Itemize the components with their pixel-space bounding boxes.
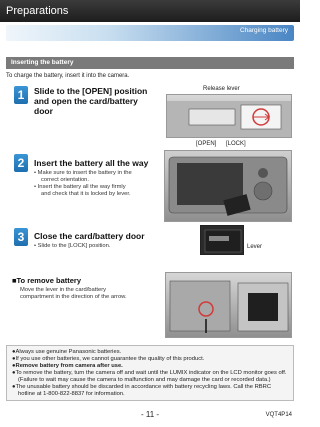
battery-drawing <box>201 226 244 255</box>
notes-box <box>6 345 294 401</box>
camera-back-illustration <box>164 150 292 222</box>
note-item: ●Always use genuine Panasonic batteries. <box>12 349 122 355</box>
note-item: ●The unusable battery should be discarded in accordance with battery recycling laws. Call the RBRC hotline at 1-800-822-8837 for information. <box>12 384 272 397</box>
camera-side-drawing <box>167 95 292 138</box>
remove-battery-line2: compartment in the direction of the arrow. <box>20 294 127 300</box>
open-door-illustration <box>166 94 292 138</box>
page-header <box>0 0 300 22</box>
intro-text: To charge the battery, insert it into the camera. <box>6 73 130 79</box>
step-2-bullet2-b: and check that it is locked by lever. <box>41 191 131 197</box>
remove-battery-line1: Move the lever in the card/battery <box>20 287 107 293</box>
subheader-pill <box>6 25 294 41</box>
step-1-title-line3: door <box>34 106 53 116</box>
battery-illustration <box>200 225 244 255</box>
step-1-number: 1 <box>14 86 28 104</box>
release-lever-label: Release lever <box>203 86 240 92</box>
step-2-bullet1-b: correct orientation. <box>41 177 90 183</box>
note-item: ●If you use other batteries, we cannot guarantee the quality of this product. <box>12 356 205 362</box>
header-title: Preparations <box>6 5 69 17</box>
step-1-title-line1: Slide to the [OPEN] position <box>34 86 148 96</box>
page-number: - 11 - <box>140 410 160 419</box>
step-2-title: Insert the battery all the way <box>34 158 149 168</box>
camera-back-drawing <box>165 151 292 222</box>
section-title: Inserting the battery <box>6 57 294 69</box>
step-2-bullet2-a: • Insert the battery all the way firmly <box>34 184 126 190</box>
step-2-number: 2 <box>14 154 28 172</box>
step-3-bullet1: • Slide to the [LOCK] position. <box>34 243 111 249</box>
note-item: ●Remove battery from camera after use. <box>12 363 123 369</box>
remove-battery-drawing <box>166 273 292 338</box>
step-1-title-line2: and open the card/battery <box>34 96 138 106</box>
remove-battery-illustration <box>165 272 292 338</box>
subheader-bar <box>0 22 300 46</box>
step-2-bullet1-a: • Make sure to insert the battery in the <box>34 170 132 176</box>
subheader-label: Charging battery <box>239 27 288 34</box>
note-item: ●To remove the battery, turn the camera off and wait until the LUMIX indicator on the LCD monitor goes off. (Failure to wait may cause the camera to malfunction and may damage the card or recorded data.) <box>12 370 287 383</box>
open-label: [OPEN] <box>196 141 217 147</box>
lever-label: Lever <box>247 244 263 250</box>
remove-battery-title: ■To remove battery <box>12 276 81 285</box>
step-3-title: Close the card/battery door <box>34 231 145 241</box>
lock-label: [LOCK] <box>226 141 246 147</box>
document-code: VQT4P14 <box>265 412 292 418</box>
step-3-number: 3 <box>14 228 28 246</box>
